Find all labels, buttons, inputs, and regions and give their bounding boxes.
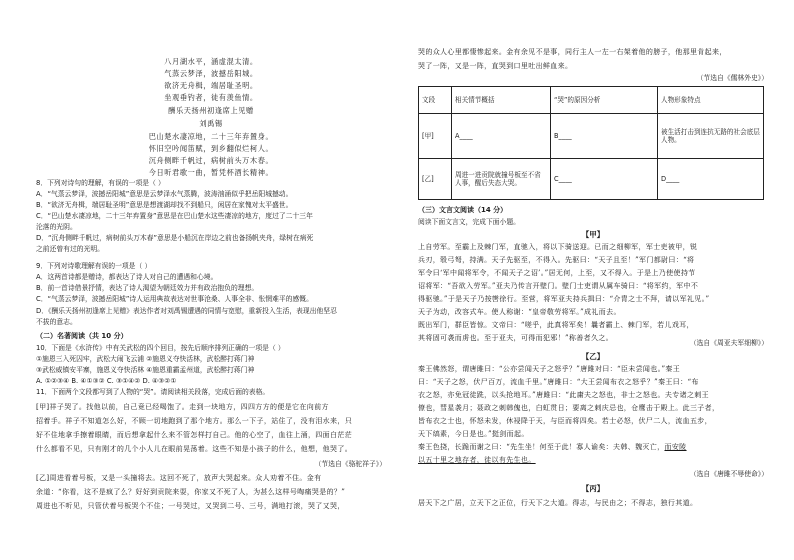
section-2-heading: （二）名著阅读（共 10 分） — [36, 332, 128, 340]
jia-source: （节选自《骆驼祥子》） — [314, 460, 386, 468]
classical-jia-line-3: 军令曰‘军中闻将军令，不闻天子之诏’。”居无何，上至，又不得入。于是上乃使使持节 — [418, 269, 696, 277]
q8-option-c: C．“巴山楚水凄凉地，二十三年弃置身”意思是在巴山楚水这些凄凉的地方，度过了二十三年 — [36, 212, 313, 220]
header-character: 人物形象特点 — [658, 87, 764, 114]
row-yi-character-blank[interactable]: D____ — [658, 159, 764, 200]
row-jia-plot-blank[interactable]: A____ — [452, 114, 551, 159]
yi-line-3: 周进也不听见，只管伏着号板哭个不住；一号哭过，又哭到二号、三号，满地打滚，哭了又哭， — [36, 502, 345, 510]
poem2-title: 酬乐天扬州初逢席上见赠 — [168, 106, 254, 115]
left-column — [36, 0, 386, 560]
poem1-line-3: 欲济无舟楫，端居耻圣明。 — [164, 81, 258, 90]
q10-stem: 10．下面是《水浒传》中有关武松的四个回目，按先后顺序排列正确的一项是（ ） — [36, 344, 285, 352]
q8-stem: 8．下列对诗句的理解，有误的一项是（ ） — [36, 179, 165, 187]
yi-line-1: [乙]周进看着号板，又是一头撞将去。这回不死了，放声大哭起来。众人劝着不住。金有 — [36, 474, 322, 482]
yi-line-2: 余道：“你看，这不是疯了么？好好到贡院来耍，你家又不死了人，为甚么这样号啕痛哭是的？” — [36, 488, 346, 496]
classical-jia-line-8: 其将固可袭而虏也。至于亚夫，可得而犯邪！”称善者久之。 — [418, 334, 614, 342]
classical-jia-line-1: 上自劳军。至霸上及棘门军，直驰入，将以下骑送迎。已而之细柳军，军士吏被甲，锐 — [418, 243, 698, 251]
q8-option-d-cont: 之前还曾有过的光明。 — [36, 245, 104, 253]
q9-option-a: A．这两首诗都是赠诗，都表达了诗人对自己的遭遇和心境。 — [36, 273, 218, 281]
heading-yi: 【乙】 — [581, 352, 605, 361]
underlined-sentence: 以五十里之地存者，徒以有先生也。 — [418, 456, 536, 464]
classical-jia-line-4: 诏将军：“吾欲入劳军。”亚夫乃传言开壁门。壁门士吏谓从属车骑曰：“将军约，军中不 — [418, 282, 699, 290]
classical-jia-source: （选自《周亚夫军细柳》） — [689, 339, 768, 347]
yi-cont-line-2: 哭了一阵，又是一阵，直哭到口里吐出鲜血来。 — [418, 62, 573, 70]
poem2-line-1: 巴山楚水凄凉地，二十三年弃置身。 — [148, 132, 274, 141]
yi-cont-line-1: 哭的众人心里都悽惨起来。金有余见不是事，同行主人一左一右架着他的膀子，他那里肯起来， — [418, 48, 727, 56]
q10-item-1: ①施恩三入死囚牢，武松大闹飞云浦 ②施恩义夺快活林，武松醉打蒋门神 — [36, 355, 255, 363]
header-reason: “哭”的原因分析 — [551, 87, 658, 114]
cry-analysis-table — [418, 86, 764, 200]
classical-jia-line-7: 既出军门，群臣皆惊。文帝曰：“嗟乎，此真将军矣！曩者霸上、棘门军，若儿戏耳， — [418, 321, 694, 329]
right-column — [418, 0, 768, 560]
poem2-line-2: 怀旧空吟闻笛赋，到乡翻似烂柯人。 — [148, 144, 274, 153]
q8-option-a: A．“气蒸云梦泽，波撼岳阳城”意思是云梦泽水气蒸腾，波涛汹涌似乎把岳阳城撼动。 — [36, 190, 293, 198]
classical-yi-line-6: 天下缟素，今日是也。”挺剑而起。 — [418, 430, 529, 438]
q10-item-3: A. ①②③④ B. ④①③② C. ③①④② D. ④③②① — [36, 377, 177, 385]
classical-yi-line-7 — [418, 443, 687, 452]
q9-option-d-cont: 不拔的意志。 — [36, 318, 77, 326]
heading-bing: 【丙】 — [581, 484, 605, 493]
classical-jia-line-6: 天子为动，改容式车。使人称谢：“皇帝敬劳将军。”成礼而去。 — [418, 308, 621, 316]
classical-yi-source: （选自《唐雎不辱使命》） — [689, 470, 768, 478]
header-plot: 相关情节概括 — [452, 87, 551, 114]
poem2-author: 刘禹锡 — [199, 119, 223, 128]
row-yi-reason-blank[interactable]: C____ — [551, 159, 658, 200]
poem1-line-2: 气蒸云梦泽，波撼岳阳城。 — [164, 69, 258, 78]
jia-line-4: 什么都看不见，只有刚才的几个小人儿在眼前晃荡着。这些不知是小孩子的什么，他想，他哭了。 — [36, 445, 353, 453]
q9-stem: 9．下列对诗歌理解有误的一项是（ ） — [36, 262, 152, 270]
classical-jia-line-2: 兵刃，彀弓弩，持满。天子先驱至，不得入。先驱曰：“天子且至！”军门都尉曰：“将 — [418, 256, 695, 264]
header-passage: 文段 — [419, 87, 452, 114]
classical-jia-line-5: 得驱驰。”于是天子乃按辔徐行。至营，将军亚夫持兵揖曰：“介胄之士不拜，请以军礼见。” — [418, 295, 710, 303]
classical-yi-line-5: 皆布衣之士也，怀怒未发，休祲降于天，与臣而将四矣。若士必怒，伏尸二人，流血五步， — [418, 417, 712, 425]
q9-option-b: B．前一首诗借景抒情，表达了诗人渴望为朝廷效力并有政治抱负的理想。 — [36, 284, 259, 292]
poem2-line-3: 沉舟侧畔千帆过，病树前头万木春。 — [148, 156, 274, 165]
q8-option-d: D．“沉舟侧畔千帆过，病树前头万木春”意思是小船沉在岸边之前也备扬帆夹舟，绿树在病死 — [36, 234, 314, 242]
q8-option-c-cont: 沦落的光阴。 — [36, 223, 77, 231]
q11-stem: 11．下面两个文段都写到了人物的“哭”。请阅读相关段落，完成后面的表格。 — [36, 388, 270, 396]
jia-line-3: 好不住地拿手擦着眼睛，而后想拿起什么来不管怎样打自己。他的心空了，血往上涌，四面白茫茫 — [36, 431, 353, 439]
classical-yi-line-1: 秦王佛然怒，谓唐雎曰：“公亦尝闻天子之怒乎？”唐雎对曰：“臣未尝闻也。”秦王 — [418, 365, 681, 373]
q9-option-d: D．《酬乐天扬州初逢席上见赠》表达作者对刘禹锡遭遇的同情与宽慰，重新投入生活，表现出他坚忍 — [36, 307, 337, 315]
table-header-row — [419, 87, 764, 114]
row-jia-label: [甲] — [419, 114, 452, 159]
classical-bing-line-1: 居天下之广居，立天下之正位，行天下之大道。得志，与民由之；不得志，独行其道。 — [418, 499, 698, 507]
row-yi-label: [乙] — [419, 159, 452, 200]
poem2-line-4: 今日听君歌一曲，暂凭杯酒长精神。 — [148, 168, 274, 177]
classical-yi-line-4: 僚也，彗星袭月；聂政之刺韩傀也，白虹贯日；要离之刺庆忌也，仓鹰击于殿上。此三子者， — [418, 404, 720, 412]
poem1-line-4: 坐观垂钓者，徒有羡鱼情。 — [164, 93, 258, 102]
classical-yi-line-7-text: 秦王色挠，长跪而谢之曰：“先生坐！何至于此！寡人谕矣：夫韩、魏灭亡， — [418, 443, 665, 451]
row-jia-reason-blank[interactable]: B____ — [551, 114, 658, 159]
heading-jia: 【甲】 — [581, 230, 605, 239]
classical-yi-line-8 — [418, 456, 536, 465]
table-row — [419, 159, 764, 200]
classical-yi-line-3: 衣之怒，亦免冠徒跣，以头抢地耳。”唐雎曰：“此庸夫之怒也，非士之怒也。夫专诸之刺王 — [418, 391, 710, 399]
table-row — [419, 114, 764, 159]
q9-option-c: C．“气蒸云梦泽，波撼岳阳城”诗人运用典故表达对世事沧桑、人事全非、怅惘难平的感慨。 — [36, 295, 313, 303]
row-jia-character: 被生活打击到连抗无路的社会底层人物。 — [658, 114, 764, 159]
jia-line-2: 招着手。祥子不知道怎么好，不顾一切地跑到了那个地方。那么一下子，站住了，没有泪水来，只 — [36, 417, 353, 425]
section-3-heading: （三）文言文阅读（14 分） — [418, 206, 508, 214]
q8-option-b: B．“欲济无舟楫，端居耻圣明”意思是想渡湖却找不到船只，闲居在家愧对太平盛世。 — [36, 201, 293, 209]
underlined-phrase: 而安陵 — [664, 443, 687, 451]
poem1-line-1: 八月湖水平，涵虚混太清。 — [164, 57, 258, 66]
jia-line-1: [甲]祥子哭了。找他以前，自己竟已经喝饱了。走到一块地方，四四方方的便是它在向前方 — [36, 403, 329, 411]
q10-item-2: ③武松威镇安平寨，施恩义夺快活林 ④施恩重霸孟州道，武松醉打蒋门神 — [36, 366, 255, 374]
yi-source: （节选自《儒林外史》） — [696, 74, 768, 82]
classical-intro: 阅读下面文言文，完成下面小题。 — [418, 218, 520, 226]
classical-yi-line-2: 曰：“天子之怒，伏尸百万，流血千里。”唐雎曰：“大王尝闻布衣之怒乎？”秦王曰：“布 — [418, 378, 699, 386]
row-yi-plot: 周进一进贡院就撞号板至不省人事，醒后失态大哭。 — [452, 159, 551, 200]
